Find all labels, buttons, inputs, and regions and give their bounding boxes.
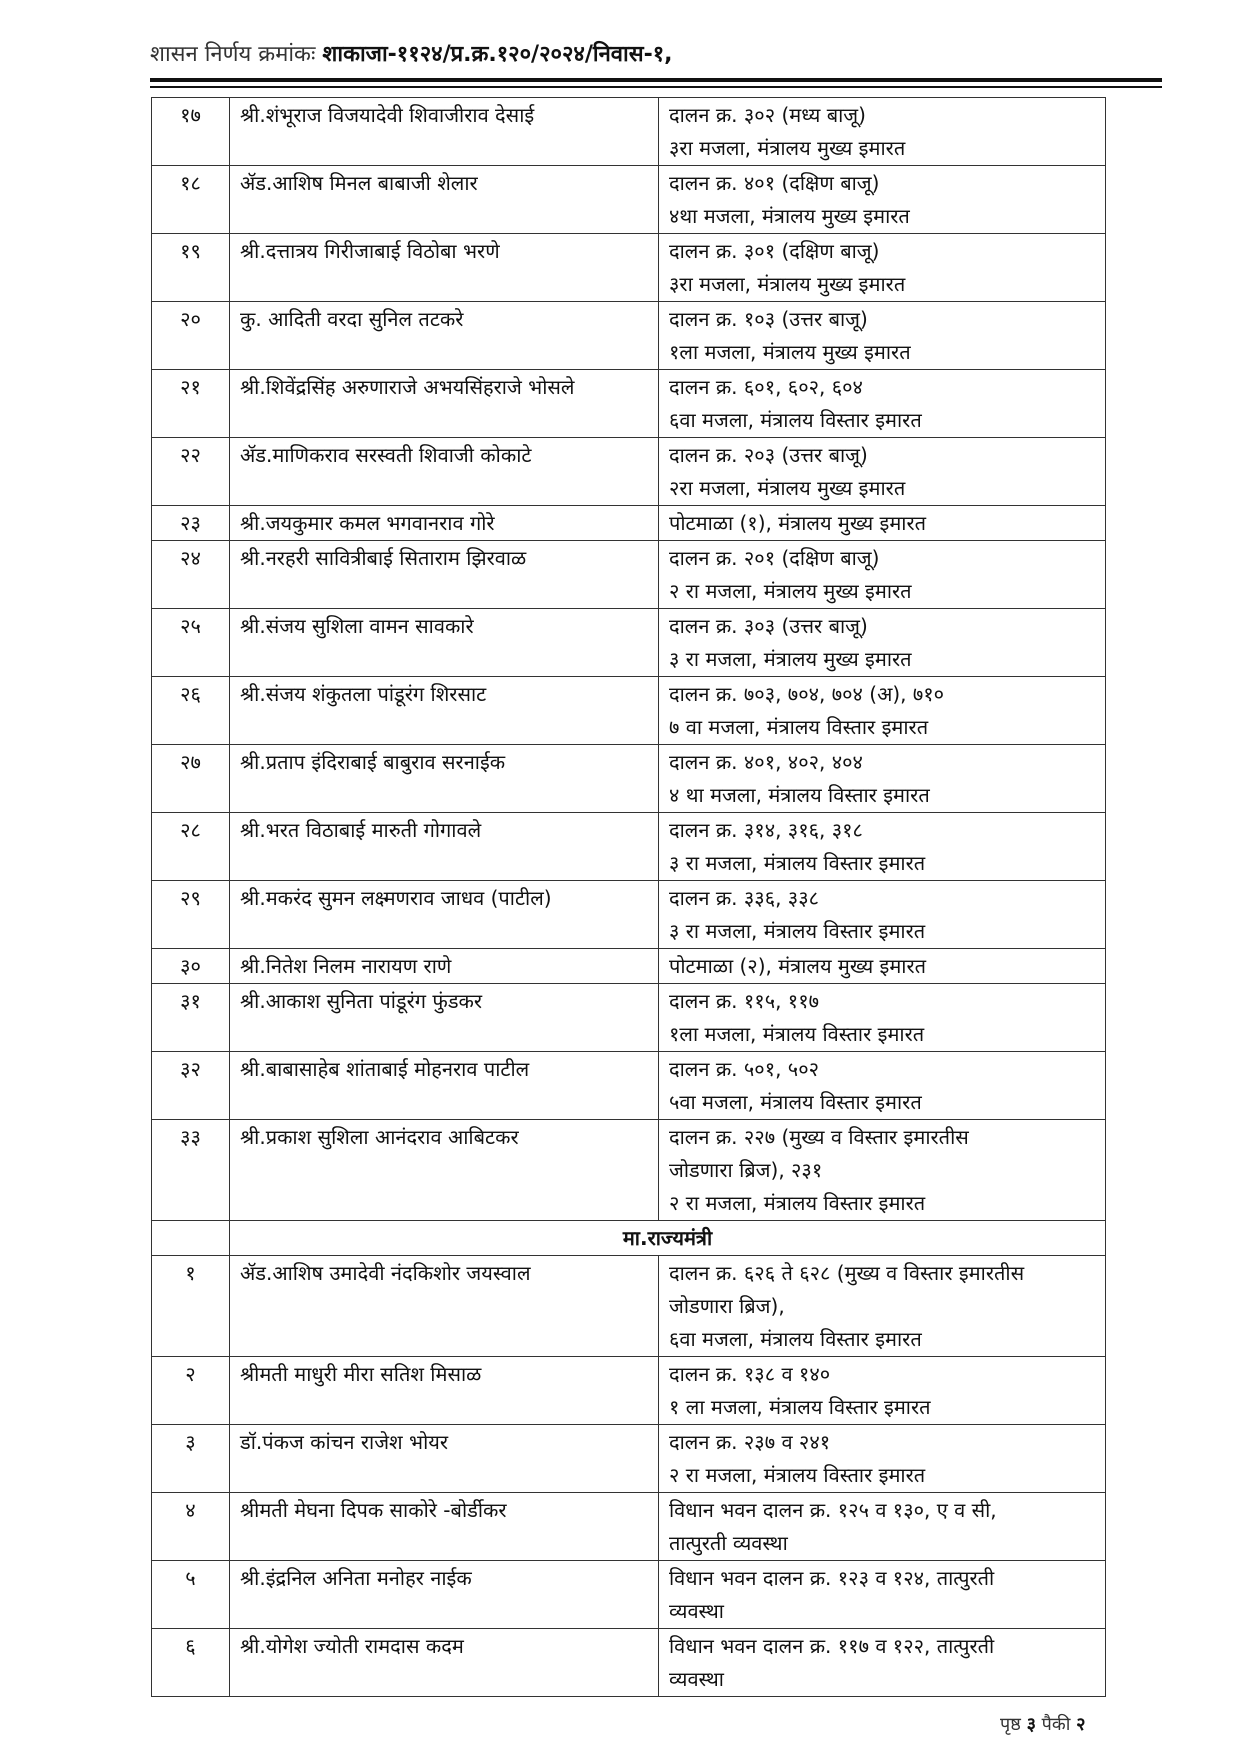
office-location-cell <box>659 881 1106 949</box>
serial-number-cell: २ <box>152 1357 230 1425</box>
document-header <box>150 40 1150 70</box>
office-location-cell <box>659 1493 1106 1561</box>
office-location-line: दालन क्र. २०१ (दक्षिण बाजू) <box>669 546 880 570</box>
office-location-cell <box>659 1425 1106 1493</box>
minister-name-cell: श्री.मकरंद सुमन लक्ष्मणराव जाधव (पाटील) <box>230 881 659 949</box>
office-location-line: दालन क्र. ३०३ (उत्तर बाजू) <box>669 614 868 638</box>
table-row <box>152 1425 1106 1493</box>
footer-page-number: ३ <box>1026 1714 1036 1735</box>
office-location-cell <box>659 438 1106 506</box>
office-location-cell <box>659 745 1106 813</box>
office-location-line: २ रा मजला, मंत्रालय विस्तार इमारत <box>669 1463 926 1487</box>
footer-page-total: २ <box>1076 1714 1086 1735</box>
office-location-line: ४ था मजला, मंत्रालय विस्तार इमारत <box>669 783 930 807</box>
header-rule-thin <box>150 86 1162 88</box>
table-row <box>152 745 1106 813</box>
serial-number-cell: ३० <box>152 949 230 984</box>
office-location-cell <box>659 984 1106 1052</box>
table-body <box>152 98 1106 1697</box>
office-location-line: ६वा मजला, मंत्रालय विस्तार इमारत <box>669 408 922 432</box>
table-row <box>152 234 1106 302</box>
office-allocation-table <box>151 97 1106 1697</box>
minister-name-cell: श्री.भरत विठाबाई मारुती गोगावले <box>230 813 659 881</box>
table-row <box>152 438 1106 506</box>
office-location-line: दालन क्र. ११५, ११७ <box>669 989 820 1013</box>
header-prefix: शासन निर्णय क्रमांकः <box>150 42 316 67</box>
table-row <box>152 1629 1106 1697</box>
office-location-line: २ रा मजला, मंत्रालय मुख्य इमारत <box>669 579 912 603</box>
serial-number-cell: ३३ <box>152 1120 230 1221</box>
serial-number-cell: ५ <box>152 1561 230 1629</box>
minister-name-cell: श्री.शिवेंद्रसिंह अरुणाराजे अभयसिंहराजे भोसले <box>230 370 659 438</box>
minister-name-cell: श्री.नरहरी सावित्रीबाई सिताराम झिरवाळ <box>230 541 659 609</box>
office-location-line: २ रा मजला, मंत्रालय विस्तार इमारत <box>669 1191 926 1215</box>
office-location-line: ३ रा मजला, मंत्रालय मुख्य इमारत <box>669 647 912 671</box>
office-location-line: ४था मजला, मंत्रालय मुख्य इमारत <box>669 204 910 228</box>
minister-name-cell: ॲड.आशिष उमादेवी नंदकिशोर जयस्वाल <box>230 1256 659 1357</box>
serial-number-cell: २१ <box>152 370 230 438</box>
table-row <box>152 166 1106 234</box>
office-location-cell <box>659 370 1106 438</box>
office-location-line: विधान भवन दालन क्र. १२३ व १२४, तात्पुरती <box>669 1566 995 1590</box>
table-row <box>152 1561 1106 1629</box>
table-row <box>152 506 1106 541</box>
office-location-line: विधान भवन दालन क्र. ११७ व १२२, तात्पुरती <box>669 1634 995 1658</box>
office-location-line: १ला मजला, मंत्रालय मुख्य इमारत <box>669 340 911 364</box>
office-location-line: दालन क्र. २३७ व २४१ <box>669 1430 831 1454</box>
serial-number-cell: २३ <box>152 506 230 541</box>
table-row <box>152 1120 1106 1221</box>
table-row <box>152 1256 1106 1357</box>
header-number: शाकाजा-११२४/प्र.क्र.१२०/२०२४/निवास-१, <box>322 42 673 67</box>
office-location-line: दालन क्र. ४०१ (दक्षिण बाजू) <box>669 171 880 195</box>
office-location-line: दालन क्र. ३०२ (मध्य बाजू) <box>669 103 866 127</box>
table-row <box>152 1052 1106 1120</box>
serial-number-cell: १७ <box>152 98 230 166</box>
office-location-cell <box>659 166 1106 234</box>
office-location-cell <box>659 541 1106 609</box>
serial-number-cell: ६ <box>152 1629 230 1697</box>
footer-prefix: पृष्ठ <box>1000 1714 1021 1735</box>
office-location-cell <box>659 813 1106 881</box>
minister-name-cell: श्री.इंद्रनिल अनिता मनोहर नाईक <box>230 1561 659 1629</box>
minister-name-cell: श्री.प्रकाश सुशिला आनंदराव आबिटकर <box>230 1120 659 1221</box>
office-location-line: दालन क्र. १३८ व १४० <box>669 1362 831 1386</box>
serial-number-cell: २६ <box>152 677 230 745</box>
office-location-line: दालन क्र. २०३ (उत्तर बाजू) <box>669 443 868 467</box>
office-location-line: दालन क्र. ३३६, ३३८ <box>669 886 820 910</box>
office-location-line: ३रा मजला, मंत्रालय मुख्य इमारत <box>669 136 906 160</box>
office-location-line: २रा मजला, मंत्रालय मुख्य इमारत <box>669 476 906 500</box>
table-row <box>152 949 1106 984</box>
office-location-line: ५वा मजला, मंत्रालय विस्तार इमारत <box>669 1090 922 1114</box>
table-row <box>152 677 1106 745</box>
minister-name-cell: श्री.योगेश ज्योती रामदास कदम <box>230 1629 659 1697</box>
office-location-line: दालन क्र. ५०१, ५०२ <box>669 1057 820 1081</box>
page-footer <box>1000 1712 1160 1738</box>
office-location-cell <box>659 1256 1106 1357</box>
office-location-cell <box>659 1629 1106 1697</box>
table-row <box>152 881 1106 949</box>
minister-name-cell: श्री.दत्तात्रय गिरीजाबाई विठोबा भरणे <box>230 234 659 302</box>
office-location-cell <box>659 949 1106 984</box>
office-location-line: दालन क्र. ६०१, ६०२, ६०४ <box>669 375 863 399</box>
minister-name-cell: श्री.बाबासाहेब शांताबाई मोहनराव पाटील <box>230 1052 659 1120</box>
office-location-line: १ला मजला, मंत्रालय विस्तार इमारत <box>669 1022 925 1046</box>
header-rule-thick <box>150 78 1162 82</box>
office-location-line: पोटमाळा (१), मंत्रालय मुख्य इमारत <box>669 511 927 535</box>
office-location-line: ३ रा मजला, मंत्रालय विस्तार इमारत <box>669 851 926 875</box>
section-header-row <box>152 1221 1106 1256</box>
table-row <box>152 1357 1106 1425</box>
section-blank-cell <box>152 1221 230 1256</box>
footer-of: पैकी <box>1041 1714 1071 1735</box>
office-location-line: दालन क्र. ३०१ (दक्षिण बाजू) <box>669 239 880 263</box>
serial-number-cell: ३२ <box>152 1052 230 1120</box>
section-title: मा.राज्यमंत्री <box>230 1221 1106 1256</box>
serial-number-cell: २० <box>152 302 230 370</box>
minister-name-cell: ॲड.माणिकराव सरस्वती शिवाजी कोकाटे <box>230 438 659 506</box>
minister-name-cell: कु. आदिती वरदा सुनिल तटकरे <box>230 302 659 370</box>
table-row <box>152 541 1106 609</box>
office-location-line: ६वा मजला, मंत्रालय विस्तार इमारत <box>669 1327 922 1351</box>
office-location-line: विधान भवन दालन क्र. १२५ व १३०, ए व सी, <box>669 1498 997 1522</box>
office-location-line: दालन क्र. ३१४, ३१६, ३१८ <box>669 818 863 842</box>
table-row <box>152 302 1106 370</box>
office-location-line: दालन क्र. ७०३, ७०४, ७०४ (अ), ७१० <box>669 682 945 706</box>
office-location-line: ३रा मजला, मंत्रालय मुख्य इमारत <box>669 272 906 296</box>
office-location-cell <box>659 609 1106 677</box>
serial-number-cell: २८ <box>152 813 230 881</box>
table-row <box>152 1493 1106 1561</box>
office-location-cell <box>659 677 1106 745</box>
serial-number-cell: २४ <box>152 541 230 609</box>
table-row <box>152 609 1106 677</box>
minister-name-cell: श्री.संजय शंकुतला पांडूरंग शिरसाट <box>230 677 659 745</box>
serial-number-cell: ३ <box>152 1425 230 1493</box>
minister-name-cell: श्री.शंभूराज विजयादेवी शिवाजीराव देसाई <box>230 98 659 166</box>
office-location-line: पोटमाळा (२), मंत्रालय मुख्य इमारत <box>669 954 927 978</box>
serial-number-cell: २९ <box>152 881 230 949</box>
office-location-line: १ ला मजला, मंत्रालय विस्तार इमारत <box>669 1395 931 1419</box>
office-location-cell <box>659 1561 1106 1629</box>
serial-number-cell: ४ <box>152 1493 230 1561</box>
serial-number-cell: ३१ <box>152 984 230 1052</box>
office-location-cell <box>659 1120 1106 1221</box>
office-location-cell <box>659 1357 1106 1425</box>
table-row <box>152 813 1106 881</box>
office-location-cell <box>659 98 1106 166</box>
table-row <box>152 370 1106 438</box>
office-location-line: व्यवस्था <box>669 1599 724 1623</box>
serial-number-cell: २७ <box>152 745 230 813</box>
serial-number-cell: २२ <box>152 438 230 506</box>
office-location-line: ७ वा मजला, मंत्रालय विस्तार इमारत <box>669 715 929 739</box>
minister-name-cell: श्री.संजय सुशिला वामन सावकारे <box>230 609 659 677</box>
office-location-line: दालन क्र. ६२६ ते ६२८ (मुख्य व विस्तार इमारतीस <box>669 1261 1025 1285</box>
minister-name-cell: श्री.नितेश निलम नारायण राणे <box>230 949 659 984</box>
serial-number-cell: १८ <box>152 166 230 234</box>
minister-name-cell: श्रीमती मेघना दिपक साकोरे -बोर्डीकर <box>230 1493 659 1561</box>
office-location-line: ३ रा मजला, मंत्रालय विस्तार इमारत <box>669 919 926 943</box>
office-location-line: दालन क्र. २२७ (मुख्य व विस्तार इमारतीस <box>669 1125 969 1149</box>
office-location-cell <box>659 1052 1106 1120</box>
minister-name-cell: श्री.प्रताप इंदिराबाई बाबुराव सरनाईक <box>230 745 659 813</box>
office-location-line: दालन क्र. १०३ (उत्तर बाजू) <box>669 307 868 331</box>
minister-name-cell: श्री.आकाश सुनिता पांडूरंग फुंडकर <box>230 984 659 1052</box>
office-location-cell <box>659 302 1106 370</box>
office-location-cell <box>659 506 1106 541</box>
office-location-line: जोडणारा ब्रिज), २३१ <box>669 1158 823 1182</box>
office-location-line: व्यवस्था <box>669 1667 724 1691</box>
office-location-line: जोडणारा ब्रिज), <box>669 1294 785 1318</box>
minister-name-cell: ॲड.आशिष मिनल बाबाजी शेलार <box>230 166 659 234</box>
serial-number-cell: १९ <box>152 234 230 302</box>
minister-name-cell: श्रीमती माधुरी मीरा सतिश मिसाळ <box>230 1357 659 1425</box>
office-location-cell <box>659 234 1106 302</box>
office-location-line: तात्पुरती व्यवस्था <box>669 1531 788 1555</box>
table-row <box>152 984 1106 1052</box>
serial-number-cell: २५ <box>152 609 230 677</box>
table-row <box>152 98 1106 166</box>
office-location-line: दालन क्र. ४०१, ४०२, ४०४ <box>669 750 863 774</box>
minister-name-cell: श्री.जयकुमार कमल भगवानराव गोरे <box>230 506 659 541</box>
minister-name-cell: डॉ.पंकज कांचन राजेश भोयर <box>230 1425 659 1493</box>
serial-number-cell: १ <box>152 1256 230 1357</box>
